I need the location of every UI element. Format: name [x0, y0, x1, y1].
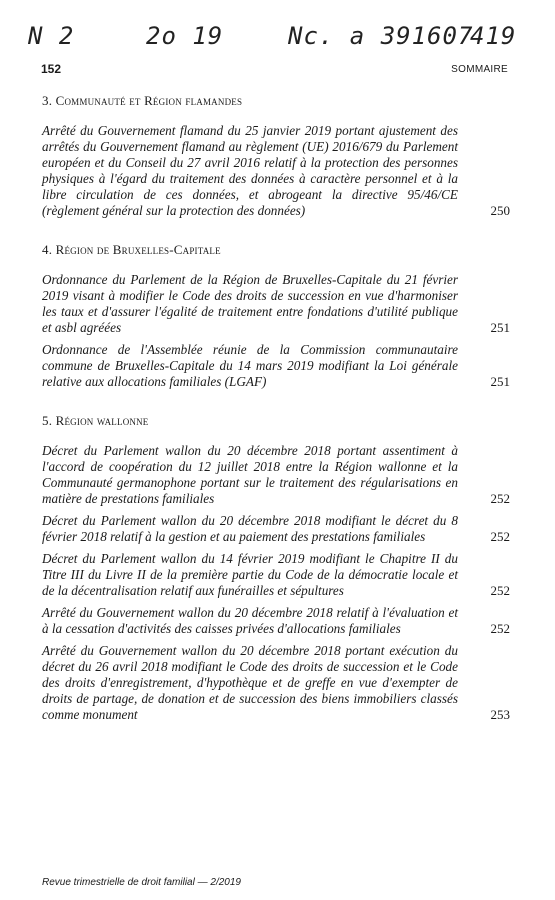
entry-page-number: 251	[490, 374, 510, 389]
toc-entry	[42, 513, 510, 545]
handwritten-annotation: Nc. a 391607	[288, 22, 474, 50]
entry-text: Ordonnance du Parlement de la Région de Bruxelles-Capitale du 21 février 2019 visant à modifier le Code des droits de succession en vue d'harmoniser les taux et d'assurer l'égalité de traitement entre fondations d'utilité publique et asbl agréées	[42, 272, 458, 335]
entry-text: Arrêté du Gouvernement flamand du 25 janvier 2019 portant ajustement des arrêtés du Gouvernement flamand au règlement (UE) 2016/679 du Parlement européen et du Conseil du 27 avril 2016 relatif à la protection des personnes physiques à l'égard du traitement des données à caractère personnel et à la libre circulation de ces données, et abrogeant la directive 95/46/CE (règlement général sur la protection des données)	[42, 123, 458, 218]
section-title: 3. Communauté et Région flamandes	[42, 93, 243, 108]
section-title: 4. Région de Bruxelles-Capitale	[42, 242, 221, 257]
toc-entry	[42, 123, 510, 219]
toc-entry	[42, 605, 510, 637]
toc-entry	[42, 342, 510, 390]
journal-footer: Revue trimestrielle de droit familial — 2/2019	[42, 877, 241, 888]
entry-text: Arrêté du Gouvernement wallon du 20 décembre 2018 portant exécution du décret du 26 avril 2018 modifiant le Code des droits de succession et le Code des droits d'enregistrement, d'hypothèque et de greffe en vue d'exempter de droits de partage, de donation et de succession des biens immobiliers classés comme monument	[42, 643, 458, 722]
entry-page-number: 250	[490, 203, 510, 218]
toc-entry	[42, 443, 510, 507]
entry-text: Décret du Parlement wallon du 20 décembre 2018 portant assentiment à l'accord de coopération du 12 juillet 2018 entre la Région wallonne et la Communauté germanophone portant sur le traitement des régularisations en matière de prestations familiales	[42, 443, 458, 506]
entry-text: Arrêté du Gouvernement wallon du 20 décembre 2018 relatif à l'évaluation et à la cessation d'activités des caisses privées d'allocations familiales	[42, 605, 458, 636]
entry-page-number: 252	[490, 583, 510, 598]
handwritten-annotation: N 2	[28, 22, 75, 50]
toc-section	[42, 93, 510, 219]
entry-page-number: 252	[490, 491, 510, 506]
entry-page-number: 252	[490, 621, 510, 636]
entry-text: Ordonnance de l'Assemblée réunie de la Commission communautaire commune de Bruxelles-Capitale du 14 mars 2019 modifiant la Loi générale relative aux allocations familiales (LGAF)	[42, 342, 458, 389]
running-title: SOMMAIRE	[451, 64, 508, 75]
toc-section	[42, 413, 510, 723]
handwritten-annotation: 2o 19	[146, 22, 224, 50]
toc-entry	[42, 551, 510, 599]
toc-entry	[42, 643, 510, 723]
entry-page-number: 252	[490, 529, 510, 544]
table-of-contents	[42, 93, 510, 746]
entry-text: Décret du Parlement wallon du 20 décembre 2018 modifiant le décret du 8 février 2018 relatif à la gestion et au paiement des prestations familiales	[42, 513, 458, 544]
section-title: 5. Région wallonne	[42, 413, 149, 428]
entry-text: Décret du Parlement wallon du 14 février 2019 modifiant le Chapitre II du Titre III du Livre II de la première partie du Code de la démocratie locale et de la décentralisation relatif aux funérailles et sépultures	[42, 551, 458, 598]
entry-page-number: 253	[490, 707, 510, 722]
page-number: 152	[41, 62, 62, 76]
handwritten-annotation: 419	[470, 22, 517, 50]
toc-entry	[42, 272, 510, 336]
entry-page-number: 251	[490, 320, 510, 335]
toc-section	[42, 242, 510, 390]
